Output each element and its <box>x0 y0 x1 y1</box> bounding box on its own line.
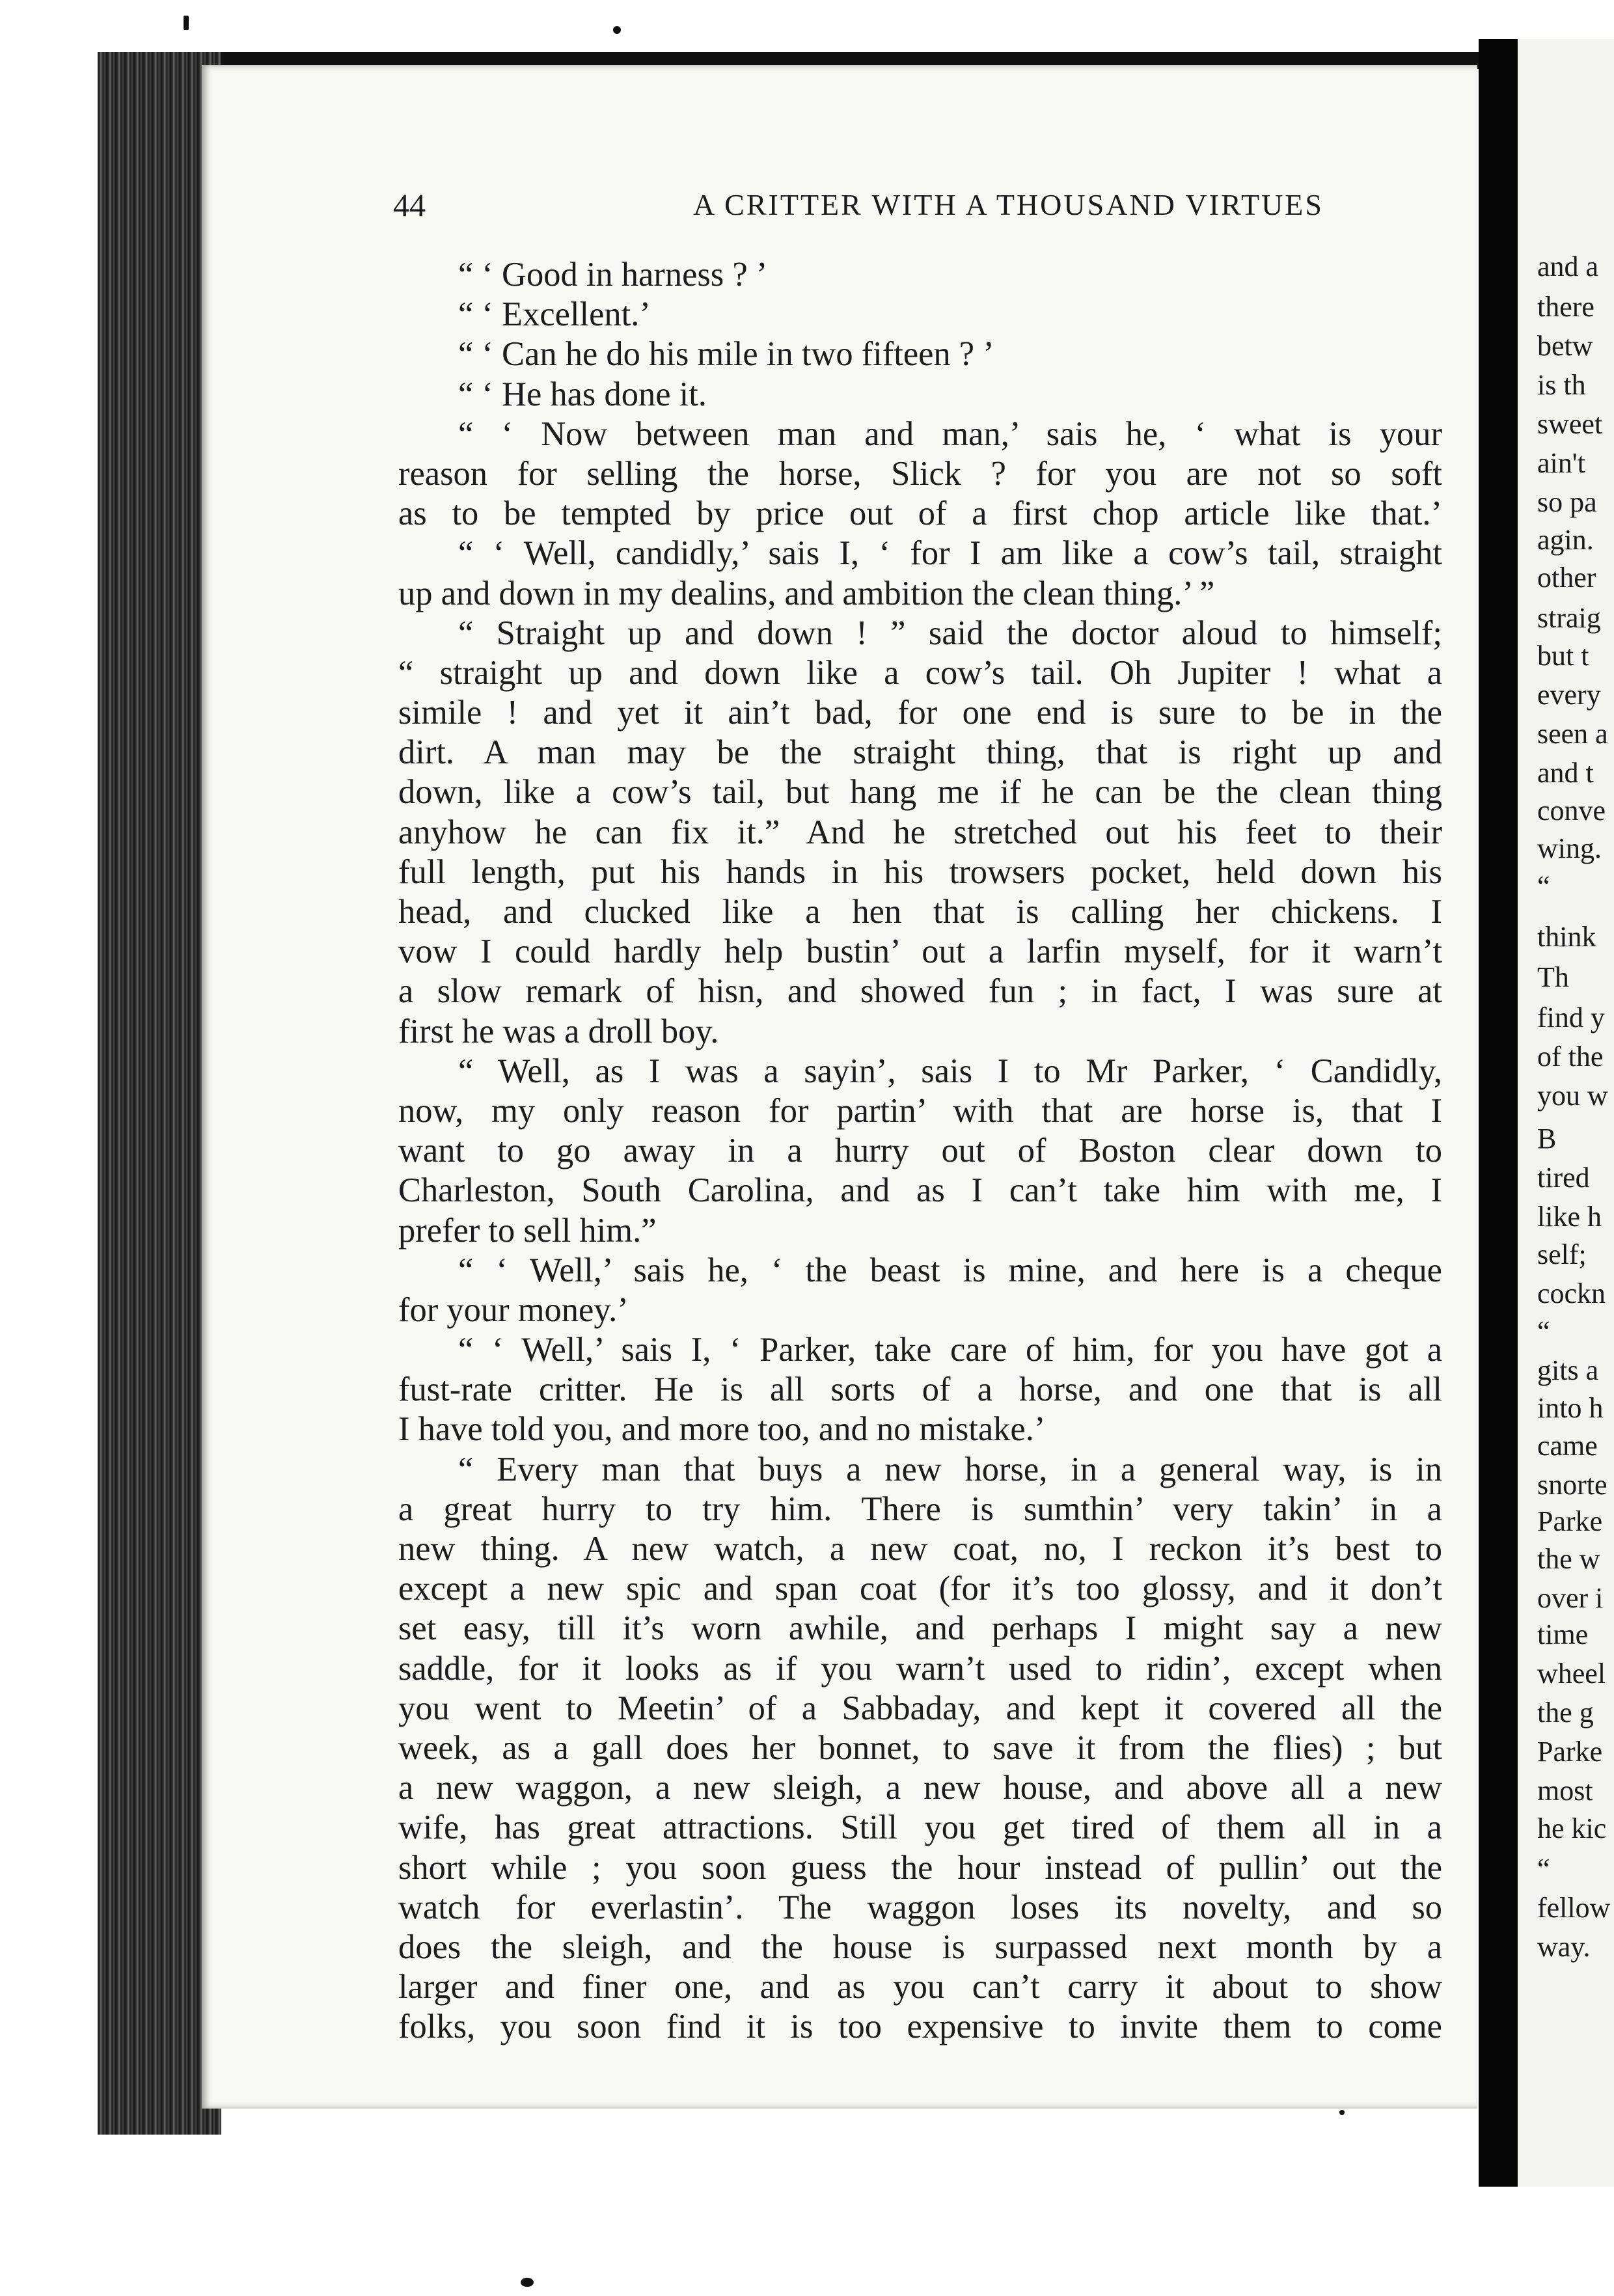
facing-page-word-fragment: snorte <box>1537 1469 1607 1501</box>
text-line: vow I could hardly help bustin’ out a larfin myself, for it warn’t <box>398 933 1442 971</box>
text-line: “ Every man that buys a new horse, in a general way, is in <box>458 1450 1442 1488</box>
text-line: anyhow he can fix it.” And he stretched out his feet to their <box>398 813 1442 851</box>
facing-page-word-fragment: sweet <box>1537 408 1603 440</box>
running-title: A CRITTER WITH A THOUSAND VIRTUES <box>692 188 1324 221</box>
facing-page-word-fragment: self; <box>1537 1238 1587 1270</box>
text-line: a new waggon, a new sleigh, a new house, and above all a new <box>398 1769 1442 1807</box>
facing-page-word-fragment: ain't <box>1537 447 1585 479</box>
facing-page-word-fragment: most <box>1537 1775 1593 1807</box>
text-line: a great hurry to try him. There is sumthin’ very takin’ in a <box>398 1490 1442 1528</box>
text-line: wife, has great attractions. Still you get tired of them all in a <box>398 1809 1442 1847</box>
page-number: 44 <box>393 187 426 223</box>
facing-page-word-fragment: agin. <box>1537 524 1594 556</box>
facing-page-word-fragment: time <box>1537 1619 1589 1650</box>
facing-page-word-fragment: B <box>1537 1123 1557 1155</box>
facing-page-word-fragment: “ <box>1537 1853 1550 1885</box>
scan-speck <box>184 16 189 30</box>
scan-speck <box>521 2278 534 2287</box>
text-line: as to be tempted by price out of a first chop article like that.’ <box>398 495 1442 533</box>
facing-page-word-fragment: the g <box>1537 1697 1594 1729</box>
text-line: want to go away in a hurry out of Boston clear down to <box>398 1132 1442 1170</box>
text-line: watch for everlastin’. The waggon loses its novelty, and so <box>398 1888 1442 1926</box>
text-line: larger and finer one, and as you can’t carry it about to show <box>398 1968 1442 2006</box>
text-line: you went to Meetin’ of a Sabbaday, and kept it covered all the <box>398 1689 1442 1727</box>
facing-page-word-fragment: other <box>1537 562 1596 594</box>
text-line: “ ‘ Good in harness ? ’ <box>458 256 768 294</box>
text-line: “ ‘ Can he do his mile in two fifteen ? ’ <box>458 335 994 374</box>
scan-bottom-margin <box>0 2200 1614 2296</box>
facing-page-word-fragment: you w <box>1537 1080 1608 1112</box>
text-line: “ ‘ Excellent.’ <box>458 295 651 334</box>
facing-page-word-fragment: Th <box>1537 961 1569 993</box>
page-body-text <box>398 255 1442 2047</box>
text-line: “ ‘ Well,’ sais he, ‘ the beast is mine, and here is a cheque <box>458 1251 1442 1289</box>
text-line: saddle, for it looks as if you warn’t used to ridin’, except when <box>398 1649 1442 1688</box>
text-line: reason for selling the horse, Slick ? for you are not so soft <box>398 454 1442 493</box>
text-line: full length, put his hands in his trowsers pocket, held down his <box>398 853 1442 891</box>
facing-page-word-fragment: straig <box>1537 602 1601 634</box>
text-line: “ Straight up and down ! ” said the doctor aloud to himself; <box>458 614 1442 652</box>
facing-page-word-fragment: think <box>1537 921 1596 953</box>
text-line: first he was a droll boy. <box>398 1012 719 1050</box>
facing-page-word-fragment: conve <box>1537 795 1606 827</box>
facing-page-word-fragment: over i <box>1537 1582 1604 1614</box>
facing-page-word-fragment: every <box>1537 679 1601 711</box>
text-line: “ ‘ Now between man and man,’ sais he, ‘ what is your <box>458 415 1442 453</box>
running-head <box>393 186 1324 228</box>
facing-page-word-fragment: into h <box>1537 1392 1604 1424</box>
facing-page-word-fragment: so pa <box>1537 486 1597 518</box>
facing-page-word-fragment: cockn <box>1537 1278 1606 1309</box>
text-line: short while ; you soon guess the hour instead of pullin’ out the <box>398 1848 1442 1887</box>
facing-page-word-fragment: Parke <box>1537 1505 1603 1537</box>
facing-page-word-fragment: like h <box>1537 1201 1602 1233</box>
text-line: new thing. A new watch, a new coat, no, I reckon it’s best to <box>398 1530 1442 1568</box>
facing-page-word-fragment: but t <box>1537 640 1589 672</box>
text-line: head, and clucked like a hen that is calling her chickens. I <box>398 893 1442 931</box>
scan-speck <box>613 26 621 34</box>
text-line: a slow remark of hisn, and showed fun ; in fact, I was sure at <box>398 972 1442 1011</box>
text-line: I have told you, and more too, and no mistake.’ <box>398 1410 1046 1449</box>
text-line: folks, you soon find it is too expensive to invite them to come <box>398 2008 1442 2046</box>
text-line: up and down in my dealins, and ambition the clean thing.’ ” <box>398 574 1215 612</box>
text-line: “ ‘ Well,’ sais I, ‘ Parker, take care of him, for you have got a <box>458 1331 1442 1369</box>
text-line: dirt. A man may be the straight thing, that is right up and <box>398 733 1442 772</box>
facing-page-word-fragment: fellow <box>1537 1892 1611 1924</box>
text-line: simile ! and yet it ain’t bad, for one end is sure to be in the <box>398 694 1442 732</box>
text-line: “ ‘ Well, candidly,’ sais I, ‘ for I am like a cow’s tail, straight <box>458 534 1442 573</box>
facing-page-word-fragment: there <box>1537 291 1594 323</box>
facing-page-word-fragment: betw <box>1537 330 1593 362</box>
facing-page-word-fragment: he kic <box>1537 1812 1607 1844</box>
facing-page-word-fragment: way. <box>1537 1931 1591 1963</box>
facing-page-word-fragment: wing. <box>1537 832 1602 864</box>
text-line: fust-rate critter. He is all sorts of a horse, and one that is all <box>398 1371 1442 1409</box>
text-line: does the sleigh, and the house is surpassed next month by a <box>398 1928 1442 1966</box>
facing-page-fragment <box>1518 39 1614 2187</box>
text-line: “ straight up and down like a cow’s tail. Oh Jupiter ! what a <box>398 653 1442 692</box>
facing-page-word-fragment: find y <box>1537 1002 1605 1033</box>
text-line: Charleston, South Carolina, and as I can’t take him with me, I <box>398 1171 1442 1210</box>
facing-page-word-fragment: “ <box>1537 870 1550 902</box>
book-gutter <box>1479 39 1518 2187</box>
facing-page-word-fragment: Parke <box>1537 1736 1603 1768</box>
text-line: now, my only reason for partin’ with that are horse is, that I <box>398 1091 1442 1130</box>
facing-page-word-fragment: the w <box>1537 1543 1600 1575</box>
text-line: prefer to sell him.” <box>398 1211 657 1250</box>
text-line: set easy, till it’s worn awhile, and perhaps I might say a new <box>398 1609 1442 1648</box>
facing-page-word-fragment: wheel <box>1537 1658 1606 1689</box>
facing-page-word-fragment: and a <box>1537 251 1599 282</box>
text-line: week, as a gall does her bonnet, to save it from the flies) ; but <box>398 1729 1442 1767</box>
scan-speck <box>1339 2110 1345 2115</box>
facing-page-word-fragment: tired <box>1537 1162 1590 1194</box>
facing-page-word-fragment: “ <box>1537 1315 1550 1347</box>
facing-page-word-fragment: is th <box>1537 369 1586 401</box>
text-line: down, like a cow’s tail, but hang me if he can be the clean thing <box>398 773 1442 812</box>
text-line: for your money.’ <box>398 1291 629 1329</box>
text-line: “ ‘ He has done it. <box>458 375 707 413</box>
text-line: “ Well, as I was a sayin’, sais I to Mr Parker, ‘ Candidly, <box>458 1052 1442 1090</box>
facing-page-word-fragment: of the <box>1537 1041 1604 1073</box>
facing-page-word-fragment: seen a <box>1537 718 1608 750</box>
facing-page-word-fragment: gits a <box>1537 1354 1599 1386</box>
facing-page-word-fragment: came <box>1537 1430 1598 1462</box>
text-line: except a new spic and span coat (for it’s too glossy, and it don’t <box>398 1570 1442 1608</box>
facing-page-word-fragment: and t <box>1537 757 1594 789</box>
